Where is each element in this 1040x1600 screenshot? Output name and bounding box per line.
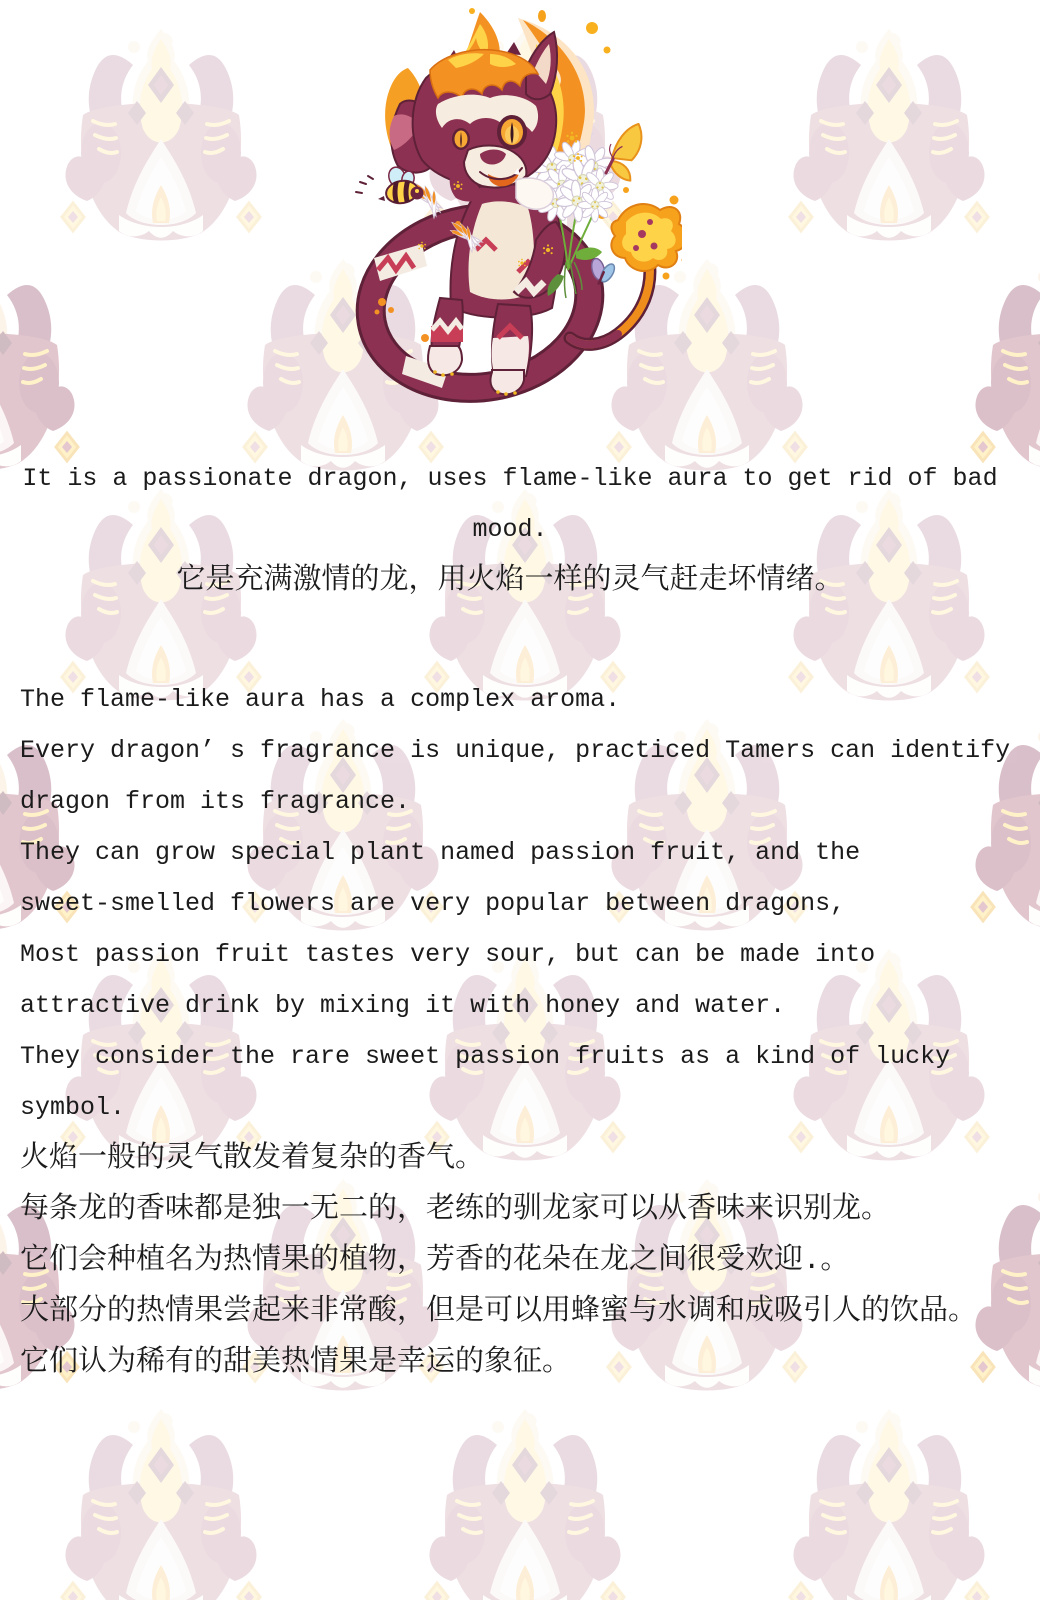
dragon-head [390, 32, 558, 209]
text-line-zh: 每条龙的香味都是独一无二的，老练的驯龙家可以从香味来识别龙。 [20, 1193, 891, 1226]
text-line: attractive drink by mixing it with honey and water. [20, 991, 786, 1020]
text-line-zh: 火焰一般的灵气散发着复杂的香气。 [20, 1142, 485, 1175]
text-line-zh: 大部分的热情果尝起来非常酸，但是可以用蜂蜜与水调和成吸引人的饮品。 [20, 1295, 978, 1328]
dragon-illustration [330, 8, 682, 410]
body-paragraph [0, 674, 1040, 1388]
text-line: Every dragon’ s fragrance is unique, practiced Tamers can identify [20, 736, 1011, 765]
text-line: They consider the rare sweet passion fruits as a kind of lucky [20, 1042, 951, 1071]
text-line-zh: 它是充满激情的龙，用火焰一样的灵气赶走坏情绪。 [176, 564, 844, 597]
text-line: sweet-smelled flowers are very popular between dragons, [20, 889, 846, 918]
text-line: The flame-like aura has a complex aroma. [20, 685, 621, 714]
text-line: They can grow special plant named passion fruit, and the [20, 838, 861, 867]
intro-paragraph [0, 453, 1040, 606]
text-line-zh: 它们认为稀有的甜美热情果是幸运的象征。 [20, 1346, 572, 1379]
text-line: symbol. [20, 1093, 126, 1122]
text-line: mood. [472, 515, 548, 544]
text-line: Most passion fruit tastes very sour, but can be made into [20, 940, 876, 969]
arm-cuff [516, 282, 544, 292]
text-line: dragon from its fragrance. [20, 787, 411, 816]
text-line-zh: 它们会种植名为热情果的植物，芳香的花朵在龙之间很受欢迎.。 [20, 1244, 850, 1277]
text-line: It is a passionate dragon, uses flame-like aura to get rid of bad [22, 464, 998, 493]
